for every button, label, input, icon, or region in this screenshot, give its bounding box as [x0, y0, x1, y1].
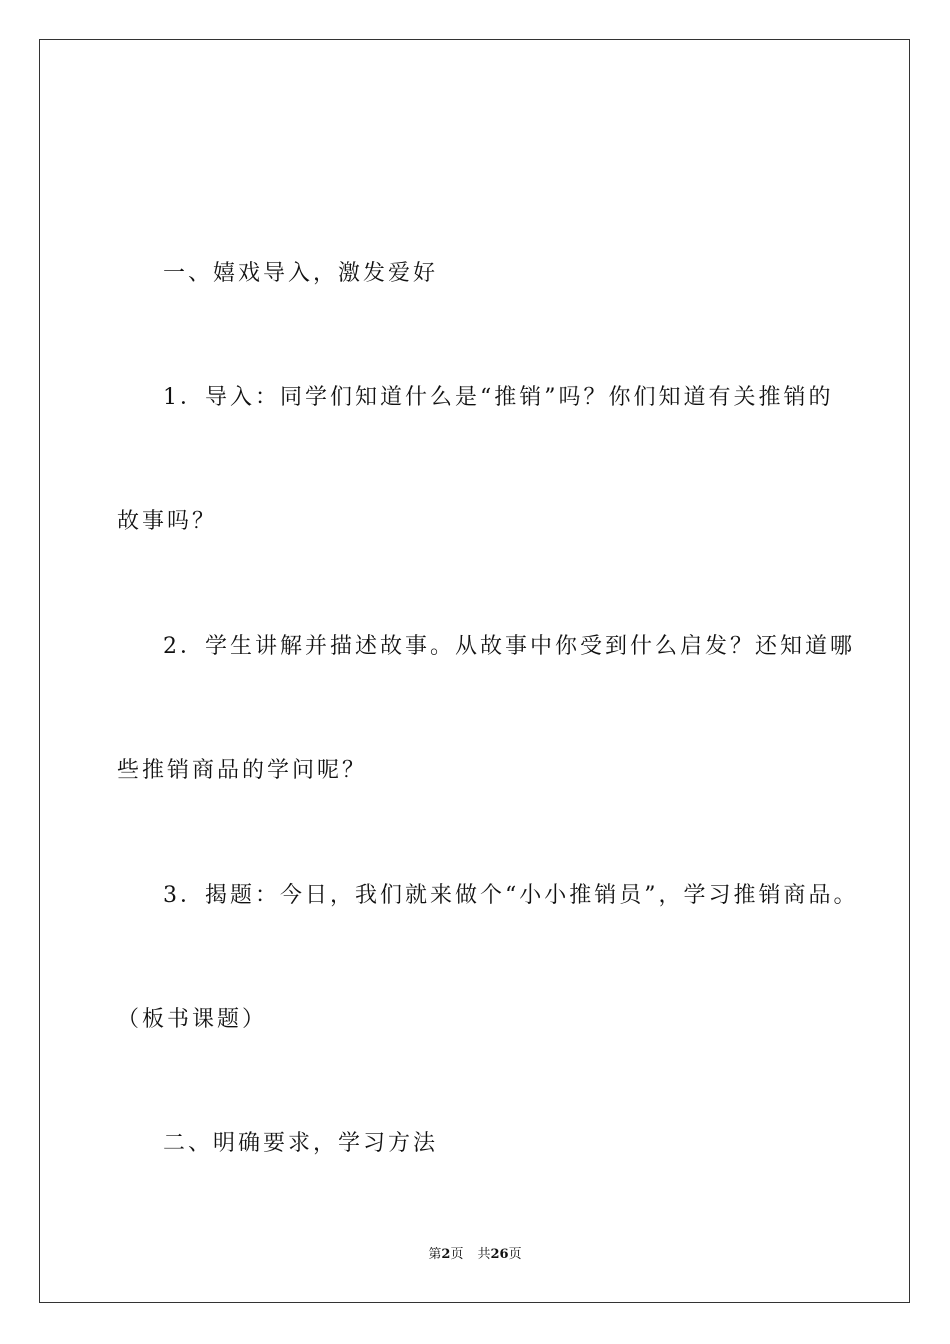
- page-footer: [0, 1246, 950, 1264]
- paragraph-line: 3．揭题：今日，我们就来做个“小小推销员”，学习推销商品。: [163, 883, 859, 908]
- footer-page-suffix: 页: [450, 1247, 464, 1262]
- paragraph-line: 些推销商品的学问呢？: [117, 758, 368, 783]
- paragraph-line: （板书课题）: [117, 1007, 268, 1032]
- footer-page-number: 2: [441, 1247, 451, 1262]
- section-heading-1: 一、嬉戏导入，激发爱好: [163, 261, 439, 286]
- paragraph-line: 2．学生讲解并描述故事。从故事中你受到什么启发？还知道哪: [163, 634, 855, 659]
- footer-page-prefix: 第: [428, 1247, 442, 1262]
- footer-total-suffix: 页: [508, 1247, 522, 1262]
- footer-total-pages: 26: [490, 1247, 509, 1262]
- paragraph-line: 故事吗？: [117, 509, 218, 534]
- paragraph-line: 1．导入：同学们知道什么是“推销”吗？你们知道有关推销的: [163, 385, 834, 410]
- section-heading-2: 二、明确要求，学习方法: [163, 1131, 439, 1156]
- page-border: [39, 39, 910, 1303]
- footer-total-prefix: 共: [477, 1247, 491, 1262]
